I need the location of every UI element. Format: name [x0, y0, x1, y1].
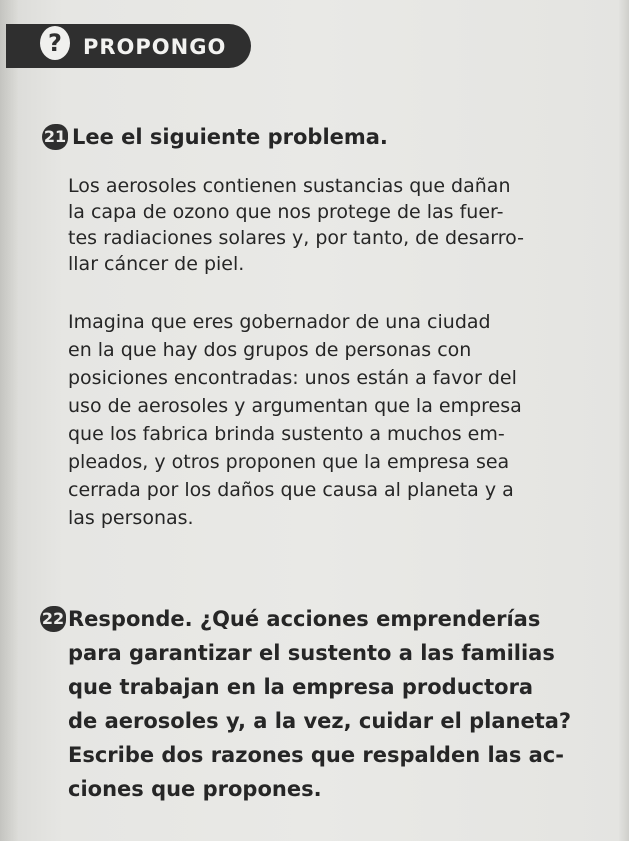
question-mark-icon: ? — [40, 26, 70, 60]
text-line: posiciones encontradas: unos están a favor del — [68, 367, 517, 389]
text-line: cerrada por los daños que causa al planeta y a — [68, 479, 514, 501]
text-line: para garantizar el sustento a las familias — [68, 641, 555, 665]
text-line: pleados, y otros proponen que la empresa sea — [68, 451, 510, 473]
text-line: de aerosoles y, a la vez, cuidar el planeta? — [68, 709, 572, 733]
text-line: tes radiaciones solares y, por tanto, de desarro- — [68, 227, 524, 249]
text-line: Los aerosoles contienen sustancias que dañan — [68, 175, 511, 197]
text-line: Responde. ¿Qué acciones emprenderías — [68, 607, 541, 631]
page-spine — [0, 0, 18, 841]
question-21-title: Lee el siguiente problema. — [72, 125, 388, 149]
text-line: en la que hay dos grupos de personas con — [68, 339, 472, 361]
text-line: ciones que propones. — [68, 777, 322, 801]
text-line: que trabajan en la empresa productora — [68, 675, 534, 699]
text-line: las personas. — [68, 507, 194, 529]
text-line: la capa de ozono que nos protege de las fuer- — [68, 201, 504, 223]
text-line: uso de aerosoles y argumentan que la empresa — [68, 395, 522, 417]
page-edge — [619, 0, 629, 841]
text-line: llar cáncer de piel. — [68, 253, 245, 275]
section-title: PROPONGO — [83, 35, 227, 59]
text-line: Imagina que eres gobernador de una ciudad — [68, 311, 491, 333]
question-number-21: 21 — [42, 124, 68, 150]
text-line: que los fabrica brinda sustento a muchos em- — [68, 423, 505, 445]
question-number-22: 22 — [40, 606, 66, 632]
text-line: Escribe dos razones que respalden las ac- — [68, 743, 564, 767]
